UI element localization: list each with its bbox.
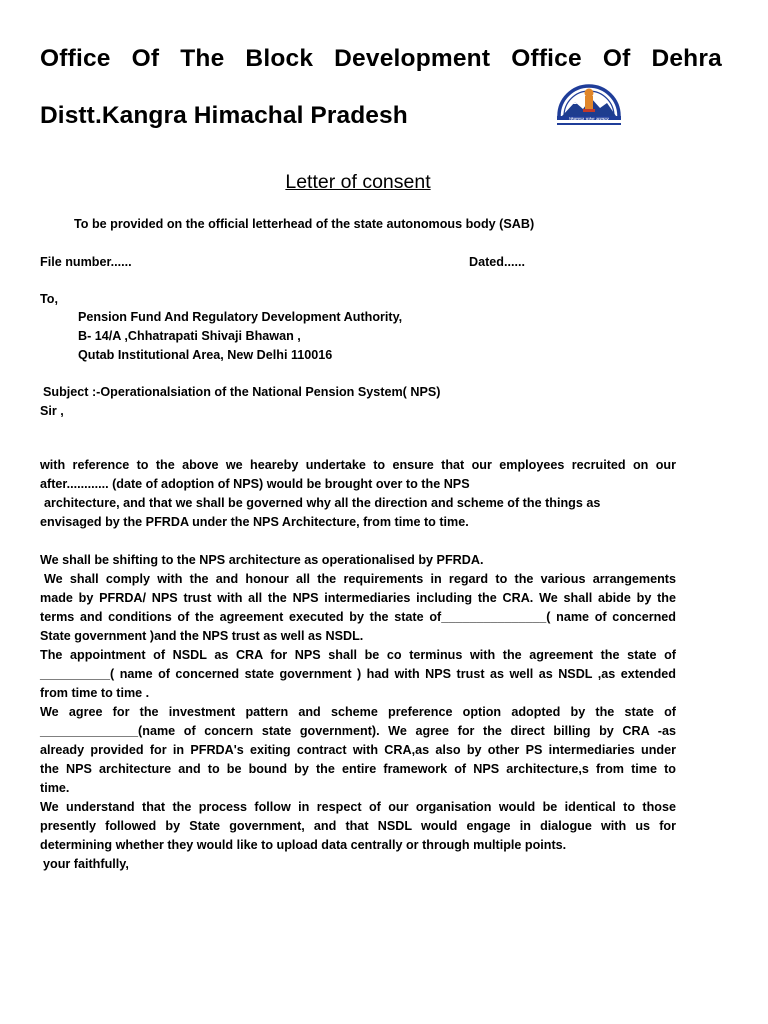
dated: Dated...... <box>469 255 525 269</box>
body-line: envisaged by the PFRDA under the NPS Architecture, from time to time. <box>40 515 469 529</box>
body-line: from time to time . <box>40 686 150 700</box>
body-line: time. <box>40 781 70 795</box>
body-line: terms and conditions of the agreement executed by the state of_______________( name of concerned <box>40 610 676 624</box>
district-heading: Distt.Kangra Himachal Pradesh <box>40 102 408 129</box>
subject: Subject :-Operationalsiation of the National Pension System( NPS) <box>43 385 441 399</box>
body-line: determining whether they would like to upload data centrally or through multiple points. <box>40 838 567 852</box>
body-line: __________( name of concerned state government ) had with NPS trust as well as NSDL ,as extended <box>40 667 676 681</box>
salutation: Sir , <box>40 404 64 418</box>
body-line: made by PFRDA/ NPS trust with all the NPS intermediaries including the CRA. We shall abide by the <box>40 591 676 605</box>
address-line-2: B- 14/A ,Chhatrapati Shivaji Bhawan , <box>78 329 301 343</box>
letter-title: Letter of consent <box>285 171 431 193</box>
file-number: File number...... <box>40 255 132 269</box>
body-line: the NPS architecture and to be bound by the entire framework of NPS architecture,s from time to <box>40 762 676 776</box>
body-line: We understand that the process follow in respect of our organisation would be identical to those <box>40 800 676 814</box>
body-line: after............ (date of adoption of NPS) would be brought over to the NPS <box>40 477 470 491</box>
body-line: We agree for the investment pattern and scheme preference option adopted by the state of <box>40 705 676 719</box>
body-line: presently followed by State government, and that NSDL would engage in dialogue with us for <box>40 819 676 833</box>
body-line: We shall be shifting to the NPS architecture as operationalised by PFRDA. <box>40 553 484 567</box>
address-line-3: Qutab Institutional Area, New Delhi 110016 <box>78 348 333 362</box>
body-line: with reference to the above we heareby undertake to ensure that our employees recruited on our <box>40 458 676 472</box>
body-line: We shall comply with the and honour all the requirements in regard to the various arrangements <box>44 572 676 586</box>
to-label: To, <box>40 292 58 306</box>
body-paragraph-2 <box>40 551 676 855</box>
body-line: The appointment of NSDL as CRA for NPS shall be co terminus with the agreement the state of <box>40 648 676 662</box>
body-line: ______________(name of concern state government). We agree for the direct billing by CRA -as <box>40 724 676 738</box>
letterhead-note: To be provided on the official letterhead of the state autonomous body (SAB) <box>74 217 535 231</box>
address-line-1: Pension Fund And Regulatory Development Authority, <box>78 310 403 324</box>
office-heading: Office Of The Block Development Office Of Dehra <box>40 45 722 72</box>
state-emblem-logo <box>553 76 625 130</box>
emblem-caption: हिमाचल प्रदेश सरकार <box>569 117 609 123</box>
closing: your faithfully, <box>43 857 129 871</box>
body-line: architecture, and that we shall be governed why all the direction and scheme of the things as <box>44 496 601 510</box>
body-line: already provided for in PFRDA's exiting contract with CRA,as also by other PS intermediaries under <box>40 743 676 757</box>
body-paragraph-1 <box>40 456 676 532</box>
body-line: State government )and the NPS trust as well as NSDL. <box>40 629 364 643</box>
